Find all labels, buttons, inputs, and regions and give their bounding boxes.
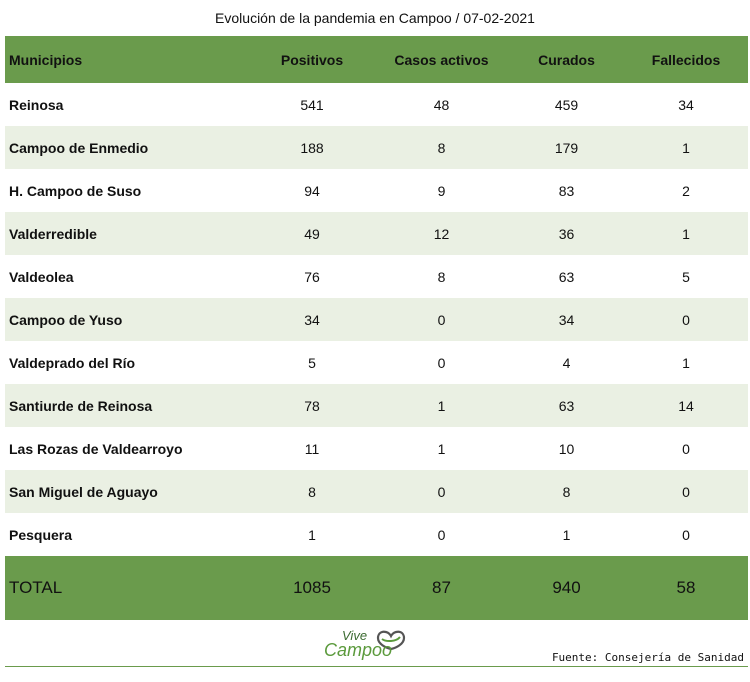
- header-fallecidos: Fallecidos: [651, 51, 721, 68]
- cell-municipio: Valdeprado del Río: [9, 354, 136, 371]
- cell-positivos: 94: [304, 182, 320, 199]
- cell-municipio: Campoo de Enmedio: [9, 139, 149, 156]
- cell-municipio: Las Rozas de Valdearroyo: [9, 440, 183, 457]
- total-curados: 940: [552, 578, 581, 597]
- cell-curados: 8: [562, 483, 571, 500]
- cell-positivos: 5: [308, 354, 316, 371]
- total-positivos: 1085: [293, 578, 331, 597]
- cell-municipio: Reinosa: [9, 96, 64, 113]
- cell-positivos: 34: [304, 311, 320, 328]
- cell-casos-activos: 8: [437, 139, 446, 156]
- cell-fallecidos: 0: [682, 526, 690, 543]
- cell-municipio: H. Campoo de Suso: [9, 182, 142, 199]
- cell-curados: 459: [554, 96, 579, 113]
- cell-fallecidos: 1: [682, 354, 690, 371]
- table-row: [5, 298, 748, 341]
- source-note: Fuente: Consejería de Sanidad: [551, 651, 744, 664]
- cell-fallecidos: 1: [682, 139, 690, 156]
- cell-fallecidos: 0: [682, 440, 690, 457]
- table-title: Evolución de la pandemia en Campoo / 07-02-2021: [215, 10, 535, 26]
- cell-casos-activos: 0: [437, 354, 446, 371]
- table-row: [5, 83, 748, 126]
- total-label: TOTAL: [9, 578, 63, 597]
- logo-text-campoo: Campoo: [324, 640, 393, 660]
- table-row: [5, 169, 748, 212]
- header-municipios: Municipios: [9, 51, 83, 68]
- cell-curados: 10: [558, 440, 575, 457]
- total-fallecidos: 58: [676, 578, 696, 597]
- cell-curados: 34: [558, 311, 575, 328]
- cell-casos-activos: 1: [437, 397, 446, 414]
- header-positivos: Positivos: [280, 51, 344, 68]
- cell-casos-activos: 8: [437, 268, 446, 285]
- covid-table: [5, 36, 748, 620]
- cell-positivos: 78: [304, 397, 320, 414]
- cell-fallecidos: 5: [682, 268, 690, 285]
- cell-casos-activos: 9: [437, 182, 446, 199]
- bottom-divider: [5, 666, 748, 667]
- vive-campoo-logo: [320, 628, 410, 664]
- cell-fallecidos: 0: [682, 311, 690, 328]
- cell-municipio: Pesquera: [9, 526, 73, 543]
- table-row: [5, 470, 748, 513]
- cell-curados: 63: [558, 397, 575, 414]
- cell-fallecidos: 1: [682, 225, 690, 242]
- cell-fallecidos: 2: [682, 182, 690, 199]
- cell-curados: 4: [562, 354, 571, 371]
- cell-curados: 1: [562, 526, 571, 543]
- table-row: [5, 212, 748, 255]
- cell-casos-activos: 0: [437, 483, 446, 500]
- header-row: [5, 36, 748, 83]
- table-row: [5, 255, 748, 298]
- cell-casos-activos: 0: [437, 311, 446, 328]
- table-row: [5, 384, 748, 427]
- cell-municipio: Valdeolea: [9, 268, 74, 285]
- header-casos-activos: Casos activos: [394, 51, 489, 68]
- cell-casos-activos: 1: [437, 440, 446, 457]
- cell-curados: 63: [558, 268, 575, 285]
- cell-positivos: 76: [304, 268, 320, 285]
- cell-positivos: 11: [304, 440, 320, 457]
- table-row: [5, 513, 748, 556]
- cell-fallecidos: 14: [678, 397, 694, 414]
- table-row: [5, 341, 748, 384]
- logo-text-vive: Vive: [342, 628, 368, 643]
- cell-casos-activos: 48: [433, 96, 450, 113]
- cell-positivos: 541: [300, 96, 324, 113]
- cell-curados: 179: [554, 139, 579, 156]
- cell-casos-activos: 0: [437, 526, 446, 543]
- table-row: [5, 126, 748, 169]
- cell-municipio: Campoo de Yuso: [9, 311, 123, 328]
- cell-fallecidos: 0: [682, 483, 690, 500]
- cell-municipio: Valderredible: [9, 225, 97, 242]
- cell-positivos: 49: [304, 225, 320, 242]
- cell-fallecidos: 34: [678, 96, 694, 113]
- cell-positivos: 8: [308, 483, 316, 500]
- header-curados: Curados: [538, 51, 595, 68]
- cell-municipio: San Miguel de Aguayo: [9, 483, 158, 500]
- cell-casos-activos: 12: [433, 225, 450, 242]
- cell-curados: 83: [558, 182, 575, 199]
- total-row: [5, 556, 748, 620]
- cell-positivos: 1: [308, 526, 316, 543]
- table-row: [5, 427, 748, 470]
- total-casos-activos: 87: [432, 578, 451, 597]
- cell-municipio: Santiurde de Reinosa: [9, 397, 153, 414]
- cell-positivos: 188: [300, 139, 324, 156]
- cell-curados: 36: [558, 225, 575, 242]
